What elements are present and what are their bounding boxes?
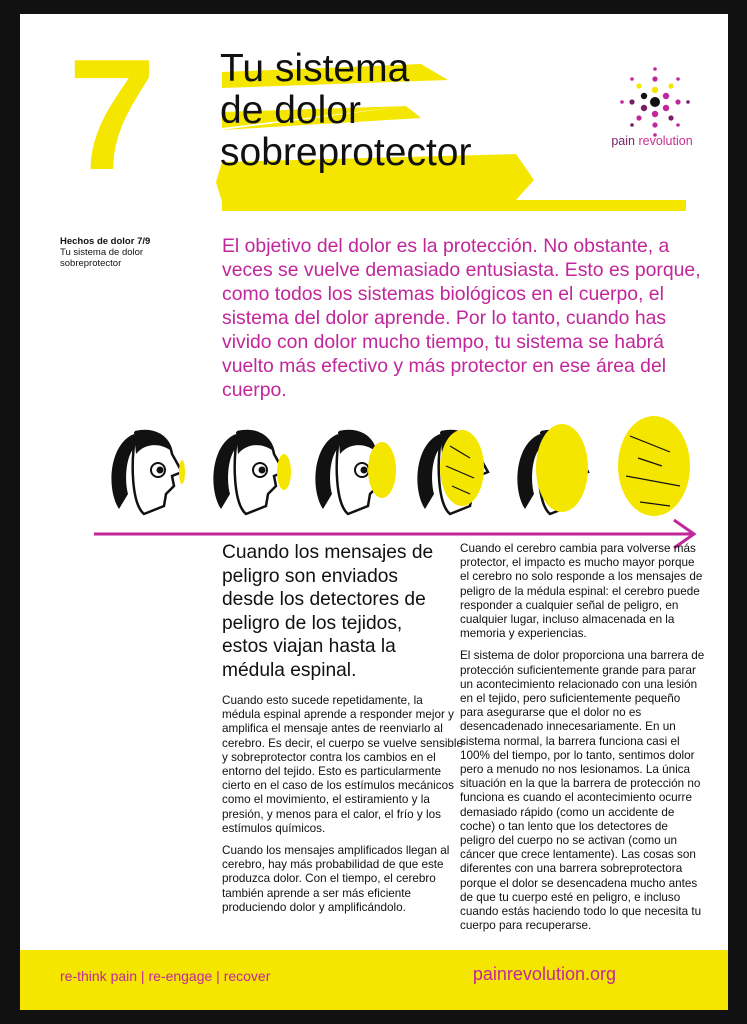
face-4-icon (417, 430, 488, 514)
face-1-icon (111, 430, 185, 514)
face-3-icon (315, 430, 396, 514)
title-line-2: de dolor (220, 89, 361, 132)
face-6-icon (618, 416, 690, 516)
title-underline (222, 200, 686, 211)
right-column (460, 542, 705, 941)
face-5-icon (517, 424, 588, 514)
fact-label-subtitle: Tu sistema de dolor sobreprotector (60, 247, 144, 269)
left-paragraph-1: Cuando esto sucede repetidamente, la médula espinal aprende a responder mejor y amplifica el mensaje antes de reenviarlo al cerebro. Es decir, el cuerpo se vuelve sensible y sobreprotector contra los cambios en el entorno del tejido. Esto es particularmente cierto en el caso de los estímulos mecánicos como el movimiento, el estiramiento y la presión, y menos para el calor, el frío y los estímulos químicos. (222, 694, 464, 835)
fact-number: 7 (68, 27, 156, 203)
left-paragraph-2: Cuando los mensajes amplificados llegan al cerebro, hay más probabilidad de que este produzca dolor. Con el tiempo, el cerebro también aprende a ser más eficiente produciendo dolor y amplificándolo. (222, 844, 450, 914)
brand-name (596, 134, 708, 148)
footer (20, 950, 728, 1010)
right-paragraph-1: Cuando el cerebro cambia para volverse más protector, el impacto es mucho mayor porque el cerebro no solo responde a los mensajes de peligro de la médula espinal: el cerebro puede responder a cualquier señal de peligro, en cualquier lugar, incluso almacenada en la memoria y experiencias. (460, 542, 703, 641)
title-line-3: sobreprotector (220, 131, 472, 174)
fact-label-title: Hechos de dolor 7/9 (60, 236, 151, 247)
footer-url-link[interactable]: painrevolution.org (472, 964, 616, 984)
right-paragraph-2: El sistema de dolor proporciona una barrera de protección suficientemente grande para parar un acontecimiento relacionado con una lesión en el tejido, pero suficientemente pequeño para asegurarse que el dolor no es desencadenado innecesariamente. En un sistema normal, la barrera funciona casi el 100% del tiempo, por lo tanto, sentimos dolor pero a menudo no nos lesionamos. La única situación en la que la barrera de protección no funciona es cuando el acontecimiento ocurre demasiado rápido (como un accidente de coche) o tan lento que los detectores de peligro del cuerpo no se activan (como un cáncer que crece lentamente). Las cosas son diferentes con una barrera sobreprotectora porque el dolor se desencadena mucho antes de que tu cuerpo esté en peligro, e incluso cuando estás haciendo todo lo que necesita tu cuerpo para recuperarse. (460, 649, 705, 933)
page-title (220, 48, 580, 174)
faces-illustration (90, 406, 710, 556)
section-heading: Cuando los mensajes de peligro son enviados desde los detectores de peligro de los tejidos, estos viajan hasta la médula espinal. (222, 542, 434, 681)
brand-name-part2: revolution (638, 134, 693, 148)
footer-tagline: re-think pain | re-engage | recover (60, 968, 271, 984)
brand-name-part1: pain (611, 134, 635, 148)
face-2-icon (213, 430, 291, 514)
page (20, 14, 728, 1010)
left-column (222, 694, 464, 923)
title-line-1: Tu sistema (220, 47, 410, 90)
fact-label (60, 236, 200, 269)
intro-paragraph: El objetivo del dolor es la protección. No obstante, a veces se vuelve demasiado entusiasta. Esto es porque, como todos los sistemas biológicos en el cuerpo, el sistema del dolor aprende. Por lo tanto, cuando has vivido con dolor mucho tiempo, tu sistema se habrá vuelto más efectivo y más protector en ese área del cuerpo. (222, 235, 701, 401)
